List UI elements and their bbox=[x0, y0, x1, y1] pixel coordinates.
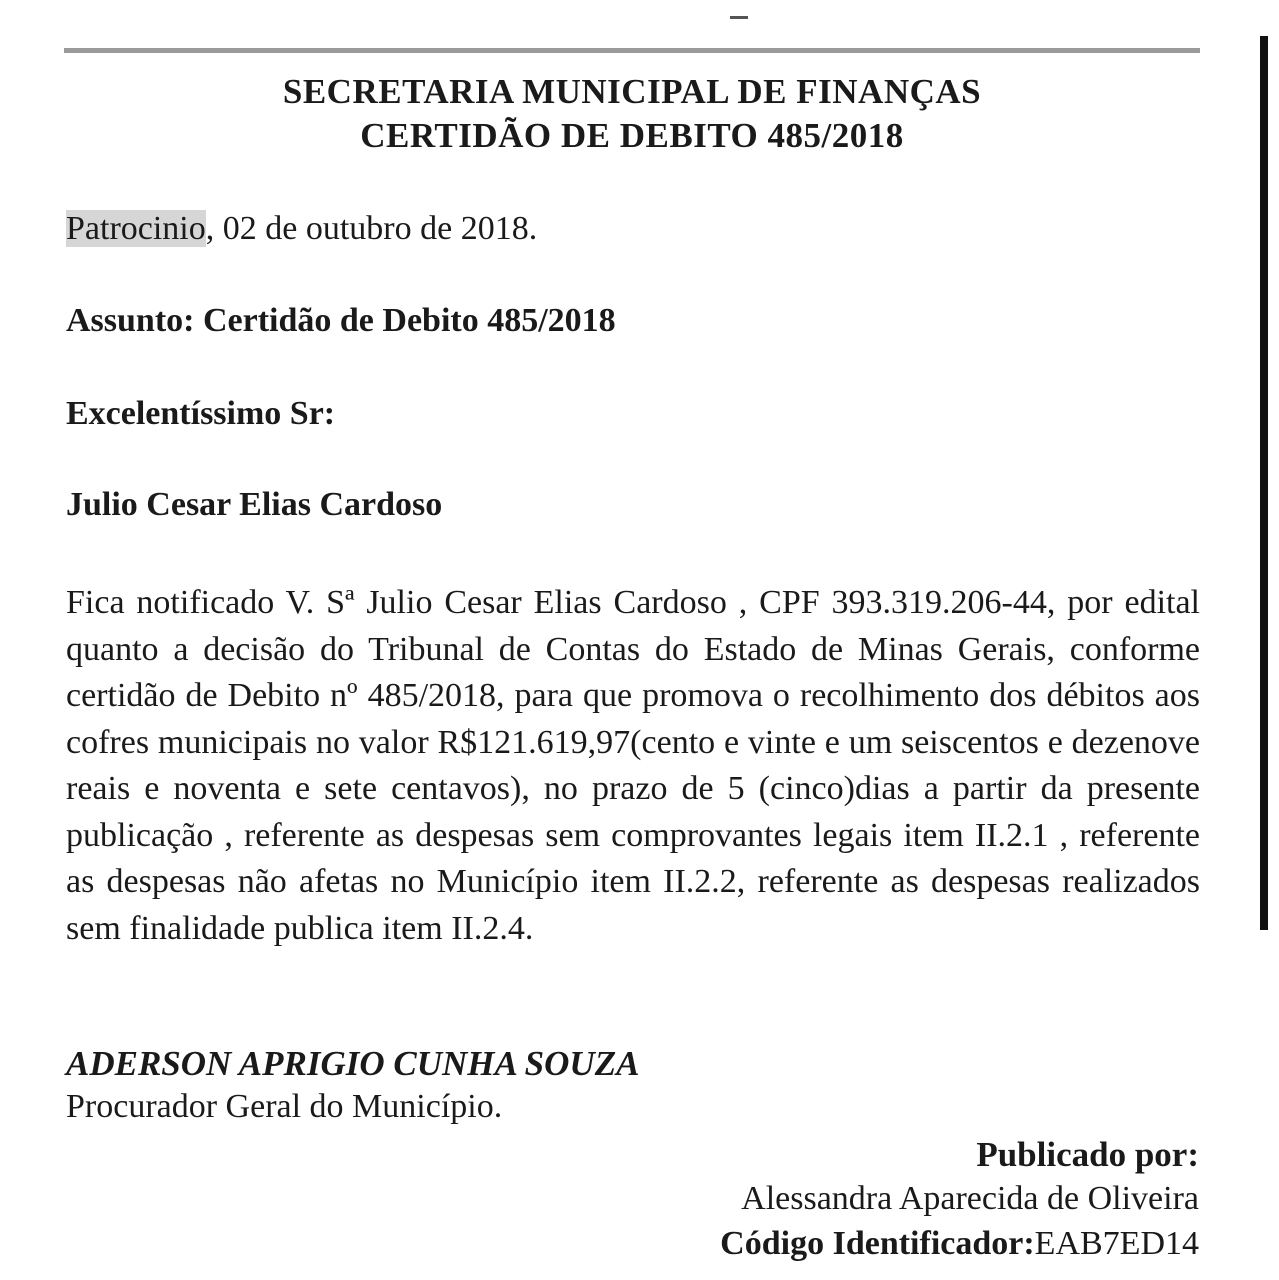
top-divider bbox=[64, 48, 1200, 53]
place-name: Patrocinio bbox=[66, 210, 206, 247]
publisher-name: Alessandra Aparecida de Oliveira bbox=[741, 1180, 1199, 1217]
notice-body: Fica notificado V. Sª Julio Cesar Elias Cardoso , CPF 393.319.206-44, por edital quanto a decisão do Tribunal de Contas do Estado de Minas Gerais, conforme certidão de Debito nº 485/2018, para que promova o recolhimento dos débitos aos cofres municipais no valor R$121.619,97(cento e vinte e um seiscentos e dezenove reais e noventa e sete centavos), no prazo de 5 (cinco)dias a partir da presente publicação , referente as despesas sem comprovantes legais item II.2.1 , referente as despesas não afetas no Município item II.2.2, referente as despesas realizados sem finalidade publica item II.2.4. bbox=[66, 584, 1200, 947]
document-header bbox=[64, 70, 1200, 158]
identifier-code bbox=[720, 1225, 1199, 1263]
header-certificate-title: CERTIDÃO DE DEBITO 485/2018 bbox=[360, 116, 904, 155]
signer-role: Procurador Geral do Município. bbox=[66, 1088, 503, 1125]
subject-line: Assunto: Certidão de Debito 485/2018 bbox=[66, 302, 616, 339]
header-department: SECRETARIA MUNICIPAL DE FINANÇAS bbox=[282, 72, 982, 111]
salutation: Excelentíssimo Sr: bbox=[66, 395, 336, 432]
date-line bbox=[66, 210, 537, 248]
signer-name: ADERSON APRIGIO CUNHA SOUZA bbox=[66, 1044, 640, 1083]
published-by-label: Publicado por: bbox=[976, 1135, 1199, 1174]
identifier-code-label: Código Identificador: bbox=[720, 1225, 1035, 1262]
identifier-code-value: EAB7ED14 bbox=[1034, 1225, 1199, 1262]
date-text: , 02 de outubro de 2018. bbox=[205, 210, 538, 247]
recipient-name: Julio Cesar Elias Cardoso bbox=[66, 486, 443, 523]
scan-mark bbox=[730, 16, 748, 19]
page-edge-line bbox=[1260, 36, 1268, 930]
